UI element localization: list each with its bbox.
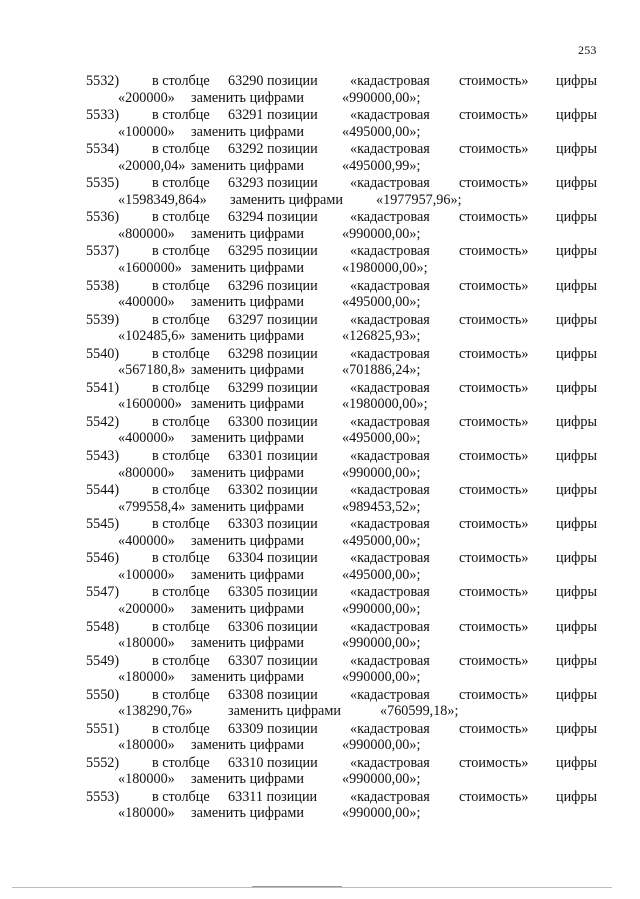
entry-line-1 (0, 346, 640, 363)
old-value: «1600000» (118, 259, 182, 276)
entry-number: 5549) (86, 652, 120, 669)
cost-word: стоимость» (459, 448, 529, 465)
entry-number: 5540) (86, 345, 120, 362)
column-position: 63291 позиции (228, 107, 318, 124)
cost-word: стоимость» (459, 720, 529, 737)
amendment-entry (0, 448, 640, 482)
column-phrase: в столбце (152, 141, 210, 158)
new-value: «760599,18»; (380, 703, 459, 720)
new-value: «495000,00»; (342, 294, 421, 311)
column-position: 63297 позиции (228, 311, 318, 328)
entry-number: 5538) (86, 277, 120, 294)
amendments-list (0, 73, 640, 823)
old-value: «180000» (118, 737, 175, 754)
new-value: «495000,99»; (342, 157, 421, 174)
old-value: «200000» (118, 89, 175, 106)
cadastral-word: «кадастровая (350, 618, 430, 635)
digits-word: цифры (556, 482, 598, 499)
old-value: «180000» (118, 669, 175, 686)
new-value: «495000,00»; (342, 430, 421, 447)
digits-word: цифры (556, 311, 598, 328)
entry-line-2 (0, 260, 640, 277)
replace-phrase: заменить цифрами (191, 464, 304, 481)
entry-number: 5552) (86, 754, 120, 771)
column-position: 63295 позиции (228, 243, 318, 260)
column-position: 63302 позиции (228, 482, 318, 499)
old-value: «1598349,864» (118, 191, 207, 208)
entry-line-2 (0, 226, 640, 243)
column-position: 63310 позиции (228, 754, 318, 771)
old-value: «180000» (118, 771, 175, 788)
digits-word: цифры (556, 550, 598, 567)
entry-line-2 (0, 90, 640, 107)
replace-phrase: заменить цифрами (191, 89, 304, 106)
entry-line-2 (0, 533, 640, 550)
entry-line-2 (0, 294, 640, 311)
cadastral-word: «кадастровая (350, 720, 430, 737)
old-value: «800000» (118, 464, 175, 481)
digits-word: цифры (556, 243, 598, 260)
cost-word: стоимость» (459, 277, 529, 294)
cost-word: стоимость» (459, 209, 529, 226)
column-position: 63296 позиции (228, 277, 318, 294)
new-value: «701886,24»; (342, 362, 421, 379)
cadastral-word: «кадастровая (350, 754, 430, 771)
digits-word: цифры (556, 175, 598, 192)
amendment-entry (0, 721, 640, 755)
old-value: «200000» (118, 600, 175, 617)
amendment-entry (0, 312, 640, 346)
digits-word: цифры (556, 141, 598, 158)
column-phrase: в столбце (152, 175, 210, 192)
new-value: «495000,00»; (342, 566, 421, 583)
column-position: 63293 позиции (228, 175, 318, 192)
digits-word: цифры (556, 516, 598, 533)
replace-phrase: заменить цифрами (191, 430, 304, 447)
cost-word: стоимость» (459, 516, 529, 533)
column-position: 63301 позиции (228, 448, 318, 465)
replace-phrase: заменить цифрами (191, 669, 304, 686)
column-phrase: в столбце (152, 618, 210, 635)
replace-phrase: заменить цифрами (191, 566, 304, 583)
cadastral-word: «кадастровая (350, 107, 430, 124)
column-position: 63306 позиции (228, 618, 318, 635)
column-phrase: в столбце (152, 448, 210, 465)
cost-word: стоимость» (459, 754, 529, 771)
old-value: «180000» (118, 805, 175, 822)
old-value: «138290,76» (118, 703, 193, 720)
footer-rule (12, 887, 612, 888)
entry-number: 5536) (86, 209, 120, 226)
column-position: 63308 позиции (228, 686, 318, 703)
column-phrase: в столбце (152, 107, 210, 124)
amendment-entry (0, 141, 640, 175)
replace-phrase: заменить цифрами (191, 328, 304, 345)
column-position: 63309 позиции (228, 720, 318, 737)
new-value: «989453,52»; (342, 498, 421, 515)
cadastral-word: «кадастровая (350, 448, 430, 465)
amendment-entry (0, 209, 640, 243)
new-value: «1980000,00»; (342, 259, 428, 276)
entry-line-2 (0, 362, 640, 379)
amendment-entry (0, 755, 640, 789)
replace-phrase: заменить цифрами (191, 600, 304, 617)
amendment-entry (0, 380, 640, 414)
column-position: 63298 позиции (228, 345, 318, 362)
column-phrase: в столбце (152, 516, 210, 533)
amendment-entry (0, 516, 640, 550)
new-value: «990000,00»; (342, 737, 421, 754)
cost-word: стоимость» (459, 243, 529, 260)
amendment-entry (0, 584, 640, 618)
column-phrase: в столбце (152, 652, 210, 669)
entry-line-2 (0, 635, 640, 652)
old-value: «1600000» (118, 396, 182, 413)
replace-phrase: заменить цифрами (191, 737, 304, 754)
entry-line-2 (0, 328, 640, 345)
amendment-entry (0, 346, 640, 380)
entry-line-1 (0, 789, 640, 806)
entry-number: 5543) (86, 448, 120, 465)
entry-line-2 (0, 158, 640, 175)
column-phrase: в столбце (152, 754, 210, 771)
replace-phrase: заменить цифрами (191, 635, 304, 651)
entry-number: 5539) (86, 311, 120, 328)
entry-number: 5546) (86, 550, 120, 567)
amendment-entry (0, 414, 640, 448)
page-number: 253 (578, 43, 597, 57)
entry-number: 5550) (86, 686, 120, 703)
amendment-entry (0, 278, 640, 312)
digits-word: цифры (556, 754, 598, 771)
cadastral-word: «кадастровая (350, 345, 430, 362)
entry-line-2 (0, 430, 640, 447)
cadastral-word: «кадастровая (350, 277, 430, 294)
amendment-entry (0, 653, 640, 687)
old-value: «400000» (118, 294, 175, 311)
old-value: «180000» (118, 635, 175, 651)
column-phrase: в столбце (152, 413, 210, 430)
new-value: «1977957,96»; (376, 191, 462, 208)
entry-number: 5541) (86, 379, 120, 396)
cadastral-word: «кадастровая (350, 482, 430, 499)
entry-line-2 (0, 737, 640, 754)
entry-number: 5537) (86, 243, 120, 260)
entry-number: 5533) (86, 107, 120, 124)
replace-phrase: заменить цифрами (191, 771, 304, 788)
replace-phrase: заменить цифрами (191, 532, 304, 549)
amendment-entry (0, 619, 640, 653)
new-value: «990000,00»; (342, 669, 421, 686)
entry-line-1 (0, 516, 640, 533)
entry-line-1 (0, 687, 640, 704)
entry-line-1 (0, 448, 640, 465)
entry-line-1 (0, 209, 640, 226)
column-phrase: в столбце (152, 550, 210, 567)
column-phrase: в столбце (152, 686, 210, 703)
entry-line-1 (0, 175, 640, 192)
replace-phrase: заменить цифрами (191, 362, 304, 379)
column-position: 63299 позиции (228, 379, 318, 396)
replace-phrase: заменить цифрами (191, 396, 304, 413)
cost-word: стоимость» (459, 379, 529, 396)
old-value: «102485,6» (118, 328, 186, 345)
new-value: «990000,00»; (342, 89, 421, 106)
cost-word: стоимость» (459, 788, 529, 805)
digits-word: цифры (556, 209, 598, 226)
cost-word: стоимость» (459, 584, 529, 601)
replace-phrase: заменить цифрами (191, 259, 304, 276)
old-value: «400000» (118, 532, 175, 549)
entry-line-2 (0, 703, 640, 720)
column-phrase: в столбце (152, 73, 210, 89)
entry-line-1 (0, 380, 640, 397)
digits-word: цифры (556, 379, 598, 396)
entry-line-1 (0, 107, 640, 124)
entry-line-2 (0, 192, 640, 209)
old-value: «100000» (118, 566, 175, 583)
cadastral-word: «кадастровая (350, 516, 430, 533)
entry-line-2 (0, 601, 640, 618)
replace-phrase: заменить цифрами (191, 805, 304, 822)
entry-number: 5548) (86, 618, 120, 635)
digits-word: цифры (556, 788, 598, 805)
replace-phrase: заменить цифрами (191, 157, 304, 174)
replace-phrase: заменить цифрами (228, 703, 341, 720)
cost-word: стоимость» (459, 345, 529, 362)
digits-word: цифры (556, 448, 598, 465)
cost-word: стоимость» (459, 652, 529, 669)
cadastral-word: «кадастровая (350, 311, 430, 328)
entry-line-1 (0, 482, 640, 499)
entry-number: 5535) (86, 175, 120, 192)
digits-word: цифры (556, 107, 598, 124)
old-value: «100000» (118, 123, 175, 140)
entry-line-1 (0, 312, 640, 329)
old-value: «20000,04» (118, 157, 186, 174)
digits-word: цифры (556, 413, 598, 430)
amendment-entry (0, 107, 640, 141)
column-position: 63311 позиции (228, 788, 318, 805)
replace-phrase: заменить цифрами (230, 191, 343, 208)
cadastral-word: «кадастровая (350, 175, 430, 192)
column-phrase: в столбце (152, 788, 210, 805)
entry-line-2 (0, 669, 640, 686)
replace-phrase: заменить цифрами (191, 225, 304, 242)
entry-line-1 (0, 755, 640, 772)
new-value: «990000,00»; (342, 805, 421, 822)
new-value: «990000,00»; (342, 771, 421, 788)
old-value: «400000» (118, 430, 175, 447)
cadastral-word: «кадастровая (350, 686, 430, 703)
entry-line-1 (0, 243, 640, 260)
cost-word: стоимость» (459, 413, 529, 430)
entry-number: 5544) (86, 482, 120, 499)
column-phrase: в столбце (152, 482, 210, 499)
column-phrase: в столбце (152, 379, 210, 396)
column-phrase: в столбце (152, 243, 210, 260)
digits-word: цифры (556, 686, 598, 703)
entry-line-1 (0, 73, 640, 90)
old-value: «567180,8» (118, 362, 186, 379)
entry-number: 5532) (86, 73, 120, 89)
column-phrase: в столбце (152, 584, 210, 601)
new-value: «990000,00»; (342, 225, 421, 242)
replace-phrase: заменить цифрами (191, 123, 304, 140)
amendment-entry (0, 243, 640, 277)
digits-word: цифры (556, 345, 598, 362)
entry-line-1 (0, 141, 640, 158)
entry-number: 5553) (86, 788, 120, 805)
entry-line-1 (0, 721, 640, 738)
cadastral-word: «кадастровая (350, 73, 430, 89)
cadastral-word: «кадастровая (350, 243, 430, 260)
entry-line-2 (0, 396, 640, 413)
amendment-entry (0, 687, 640, 721)
entry-number: 5542) (86, 413, 120, 430)
cadastral-word: «кадастровая (350, 209, 430, 226)
entry-line-1 (0, 653, 640, 670)
digits-word: цифры (556, 652, 598, 669)
cost-word: стоимость» (459, 107, 529, 124)
column-position: 63292 позиции (228, 141, 318, 158)
amendment-entry (0, 175, 640, 209)
replace-phrase: заменить цифрами (191, 294, 304, 311)
old-value: «799558,4» (118, 498, 186, 515)
digits-word: цифры (556, 720, 598, 737)
entry-line-2 (0, 465, 640, 482)
cost-word: стоимость» (459, 618, 529, 635)
cost-word: стоимость» (459, 175, 529, 192)
column-position: 63307 позиции (228, 652, 318, 669)
cost-word: стоимость» (459, 686, 529, 703)
column-phrase: в столбце (152, 720, 210, 737)
column-position: 63304 позиции (228, 550, 318, 567)
new-value: «990000,00»; (342, 600, 421, 617)
digits-word: цифры (556, 277, 598, 294)
amendment-entry (0, 482, 640, 516)
new-value: «495000,00»; (342, 123, 421, 140)
new-value: «1980000,00»; (342, 396, 428, 413)
cadastral-word: «кадастровая (350, 550, 430, 567)
cadastral-word: «кадастровая (350, 652, 430, 669)
new-value: «126825,93»; (342, 328, 421, 345)
entry-number: 5551) (86, 720, 120, 737)
column-position: 63294 позиции (228, 209, 318, 226)
column-phrase: в столбце (152, 311, 210, 328)
entry-line-2 (0, 771, 640, 788)
cost-word: стоимость» (459, 311, 529, 328)
entry-line-2 (0, 124, 640, 141)
cadastral-word: «кадастровая (350, 379, 430, 396)
entry-line-2 (0, 567, 640, 584)
entry-line-1 (0, 619, 640, 636)
entry-line-2 (0, 805, 640, 822)
new-value: «990000,00»; (342, 635, 421, 651)
entry-line-1 (0, 550, 640, 567)
entry-number: 5534) (86, 141, 120, 158)
replace-phrase: заменить цифрами (191, 498, 304, 515)
entry-number: 5545) (86, 516, 120, 533)
entry-number: 5547) (86, 584, 120, 601)
cadastral-word: «кадастровая (350, 584, 430, 601)
column-phrase: в столбце (152, 277, 210, 294)
column-position: 63300 позиции (228, 413, 318, 430)
column-phrase: в столбце (152, 345, 210, 362)
amendment-entry (0, 550, 640, 584)
entry-line-1 (0, 584, 640, 601)
column-position: 63290 позиции (228, 73, 318, 89)
amendment-entry (0, 789, 640, 823)
new-value: «990000,00»; (342, 464, 421, 481)
cost-word: стоимость» (459, 141, 529, 158)
cost-word: стоимость» (459, 550, 529, 567)
entry-line-1 (0, 278, 640, 295)
cost-word: стоимость» (459, 482, 529, 499)
entry-line-2 (0, 499, 640, 516)
new-value: «495000,00»; (342, 532, 421, 549)
digits-word: цифры (556, 73, 598, 89)
old-value: «800000» (118, 225, 175, 242)
amendment-entry (0, 73, 640, 107)
cost-word: стоимость» (459, 73, 529, 89)
cadastral-word: «кадастровая (350, 141, 430, 158)
digits-word: цифры (556, 618, 598, 635)
digits-word: цифры (556, 584, 598, 601)
column-position: 63303 позиции (228, 516, 318, 533)
cadastral-word: «кадастровая (350, 413, 430, 430)
column-phrase: в столбце (152, 209, 210, 226)
entry-line-1 (0, 414, 640, 431)
cadastral-word: «кадастровая (350, 788, 430, 805)
column-position: 63305 позиции (228, 584, 318, 601)
